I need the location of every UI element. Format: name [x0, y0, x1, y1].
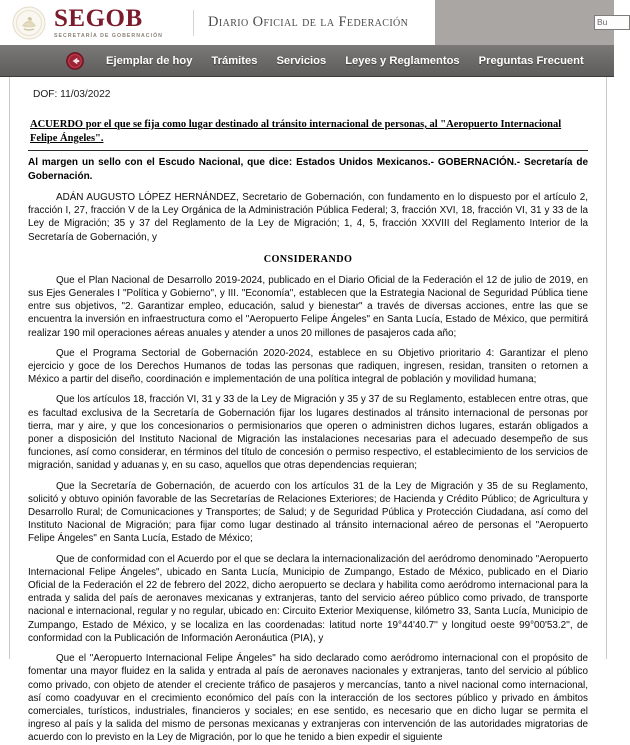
considerando-paragraph: Que el Plan Nacional de Desarrollo 2019-2024, publicado en el Diario Oficial de la Federación el 12 de julio de 2019, en sus Ejes Generales I "Política y Gobierno", y III. "Economía", establecen que la Estrategia Nacional de Seguridad Pública tiene entre sus objetivos, "2. Garantizar empleo, educación, salud y bienestar" a través de diversas acciones, entre las que se encuentra la inversión en infraestructura como el "Aeropuerto Felipe Ángeles" en Santa Lucía, Estado de México, que permitirá realizar 190 mil operaciones aéreas anuales y atender a unos 20 millones de pasajeros cada año;	[28, 274, 588, 339]
search-input[interactable]	[594, 15, 630, 30]
document-title: ACUERDO por el que se fija como lugar destinado al tránsito internacional de personas, al "Aeropuerto Internacional Felipe Ángeles".	[30, 119, 562, 144]
brand-text	[54, 6, 163, 39]
nav-item-servicios[interactable]: Servicios	[276, 54, 327, 67]
nav-item-preguntas-frecuentes[interactable]: Preguntas Frecuent	[478, 54, 584, 67]
nav-item-ejemplar-de-hoy[interactable]: Ejemplar de hoy	[106, 54, 193, 67]
considerando-paragraph: Que de conformidad con el Acuerdo por el que se declara la internacionalización del aeródromo denominado "Aeropuerto Internacional Felipe Ángeles", ubicado en Santa Lucía, Municipio de Zumpango, Estado de México, publicado en el Diario Oficial de la Federación el 22 de febrero del 2022, dicho aeropuerto se declara y habilita como aeródromo internacional para la entrada y salida del país de aeronaves mexicanas y extranjeras, tanto del servicio aéreo público como privado, de transporte nacional e internacional, regular y no regular, ubicado en: Circuito Exterior Mexiquense, kilómetro 33, Santa Lucía, Municipio de Zumpango, Estado de México, y se localiza en las coordenadas: latitud norte 19°44'40.7'' y longitud oeste 99°00'53.2'', de conformidad con la Publicación de Información Aeronáutica (PIA), y	[28, 553, 588, 644]
site-header	[0, 0, 614, 45]
nav-item-tramites[interactable]: Trámites	[211, 54, 258, 67]
margen-note: Al margen un sello con el Escudo Nacional, que dice: Estados Unidos Mexicanos.- GOBERNACIÓN.- Secretaría de Gobernación.	[28, 157, 588, 182]
considerando-paragraph: Que la Secretaría de Gobernación, de acuerdo con los artículos 31 de la Ley de Migración y 35 de su Reglamento, solicitó y obtuvo opinión favorable de las Secretarías de Relaciones Exteriores; de Hacienda y Crédito Público; de Agricultura y Desarrollo Rural; de Comunicaciones y Transportes; de Salud; y de Seguridad Pública y Protección Ciudadana, así como del Instituto Nacional de Migración; para fijar como lugar destinado al tránsito internacional aéreo de personas el "Aeropuerto Felipe Ángeles" en Santa Lucía, Estado de México;	[28, 480, 588, 545]
nav-item-leyes-y-reglamentos[interactable]: Leyes y Reglamentos	[345, 54, 460, 67]
nav-item-list	[106, 55, 603, 67]
brand-name: SEGOB	[54, 5, 143, 32]
site-title: Diario Oficial de la Federación	[207, 14, 409, 30]
title-rule	[28, 150, 588, 151]
header-right-area	[435, 0, 614, 45]
brand-block	[0, 0, 435, 45]
section-heading-considerando: CONSIDERANDO	[263, 253, 353, 265]
preamble-paragraph: ADÁN AUGUSTO LÓPEZ HERNÁNDEZ, Secretario de Gobernación, con fundamento en lo dispuesto por el artículo 2, fracción I, 27, fracción V de la Ley Orgánica de la Administración Pública Federal; 3, fracción XVI, 18, fracción VI, 31 y 33 de la Ley de Migración; 35 y 37 del Reglamento de la Ley de Migración; 1, 4, 5, fracción XXVIII del Reglamento Interior de la Secretaría de Gobernación, y	[28, 192, 588, 243]
considerando-paragraph: Que el Programa Sectorial de Gobernación 2020-2024, establece en su Objetivo prioritario 4: Garantizar el pleno ejercicio y goce de los Derechos Humanos de todas las personas que radiquen, ingresen, residan, transiten o retornen a México a partir del diseño, coordinación e implementación de una política integral de población y movilidad humana;	[28, 347, 588, 386]
mexico-coat-of-arms-icon	[12, 6, 46, 40]
dof-date: DOF: 11/03/2022	[33, 89, 111, 100]
document-page	[9, 77, 607, 744]
brand-subtitle: SECRETARÍA DE GOBERNACIÓN	[54, 33, 163, 39]
document-viewer	[0, 77, 614, 744]
brand-divider	[193, 10, 194, 36]
search-box[interactable]	[594, 12, 630, 30]
main-navigation	[0, 45, 614, 77]
considerando-paragraph: Que los artículos 18, fracción VI, 31 y 33 de la Ley de Migración y 35 y 37 de su Reglamento, establecen entre otras, que es facultad exclusiva de la Secretaría de Gobernación fijar los lugares destinados al tránsito internacional de personas por tierra, mar y aire, y que los concesionarios o permisionarios que operen o administren dichos lugares, estarán obligados a poner a disposición del Instituto Nacional de Migración las instalaciones necesarias para el adecuado desempeño de sus funciones, así como considerar, en términos del título de concesión o permiso respectivo, el establecimiento de los servicios de migración, sanidad y aduanas y, en su caso, aquellos que otras dependencias requieran;	[28, 394, 588, 472]
back-arrow-circle-icon[interactable]	[66, 52, 84, 70]
considerando-paragraph: Que el "Aeropuerto Internacional Felipe Ángeles" ha sido declarado como aeródromo internacional con el propósito de fomentar una mayor fluidez en la salida y entrada al país de aeronaves nacionales y extranjeras, tanto del servicio al público como privado, con objeto de atender el creciente tráfico de pasajeros y mercancías, tanto a nivel nacional como internacional, así como coadyuvar en el crecimiento económico del país con la interacción de los sectores público y privado en ámbitos comerciales, turísticos, industriales, financieros y sociales; en ese sentido, es necesario que en dicho lugar se permita el ingreso al país y la salida del mismo de personas mexicanas y extranjeras con intervención de las autoridades migratorias de acuerdo con lo previsto en la Ley de Migración, por lo que he tenido a bien expedir el siguiente	[28, 653, 588, 744]
